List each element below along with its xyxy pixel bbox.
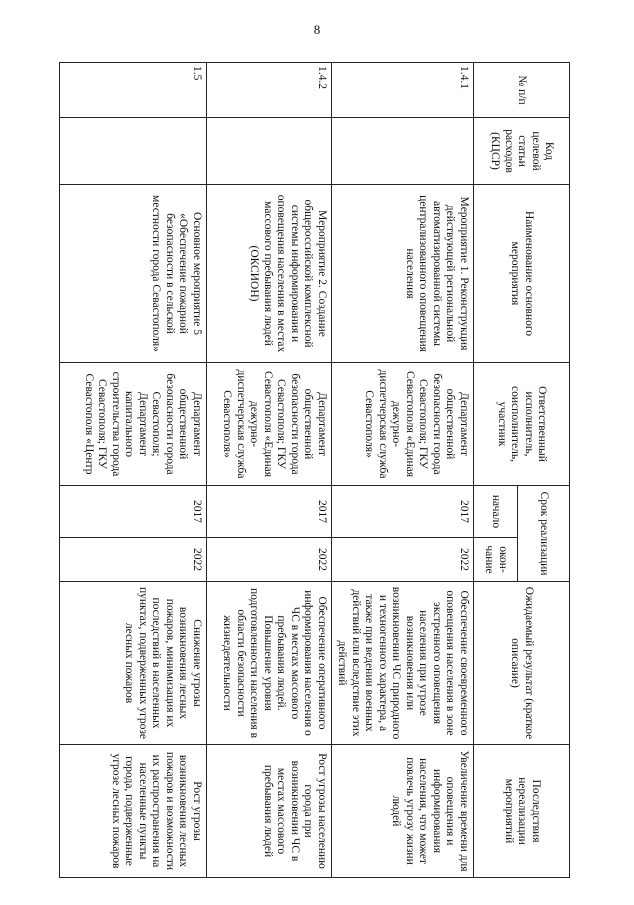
row-num: 1.4.2: [207, 63, 332, 118]
header-result: Ожидаемый результат (краткое описание): [474, 582, 570, 745]
header-code: Код целевой статьи расходов (КЦСР): [474, 118, 570, 185]
row-name: Мероприятие 1. Реконструкция действующей региональной автоматизированной системы централизованного оповещения населения: [332, 185, 474, 363]
page-number: 8: [313, 22, 321, 37]
header-period: Срок реализации: [518, 486, 570, 582]
row-start: 2017: [332, 486, 474, 538]
row-consequences: Увеличение времени для оповещения и информирования населения, что может повлечь угрозу жизни людей: [332, 745, 474, 878]
header-executor: Ответственный исполнитель, соисполнитель, участник: [474, 363, 570, 486]
header-start: начало: [474, 486, 518, 538]
header-row-1: [518, 63, 570, 878]
table-row: [60, 63, 207, 878]
row-executor: Департамент общественной безопасности города Севастополя; ГКУ Севастополя «Единая дежурно-диспетчерская служба Севастополя»: [207, 363, 332, 486]
row-consequences: Рост угрозы населению города при возникновении ЧС в местах массового пребывания людей: [207, 745, 332, 878]
row-start: 2017: [207, 486, 332, 538]
measures-table: [59, 62, 570, 878]
table-row: [207, 63, 332, 878]
row-result: Обеспечение своевременного оповещения населения в зоне экстренного оповещения населения при угрозе возникновения или возникновении ЧС природного и техногенного характера, а также при ведении военных действий или вследствие этих действий: [332, 582, 474, 745]
rotated-table-wrapper: [65, 62, 570, 877]
header-end: окон-чание: [474, 538, 518, 582]
row-name: Мероприятие 2. Создание общероссийской комплексной системы информирования и оповещения населения в местах массового пребывания людей (ОКСИОН): [207, 185, 332, 363]
header-num: № п/п: [474, 63, 570, 118]
row-end: 2022: [332, 538, 474, 582]
row-end: 2022: [60, 538, 207, 582]
row-consequences: Рост угрозы возникновения лесных пожаров и возможности их распространения на населенные пункты города, подверженные угрозе лесных пожаров: [60, 745, 207, 878]
header-consequences: Последствия нереализации мероприятий: [474, 745, 570, 878]
row-num: 1.5: [60, 63, 207, 118]
row-executor: Департамент общественной безопасности города Севастополя; Департамент капитального строительства города Севастополя; ГКУ Севастополя «Центр: [60, 363, 207, 486]
table-row: [332, 63, 474, 878]
row-start: 2017: [60, 486, 207, 538]
row-num: 1.4.1: [332, 63, 474, 118]
row-executor: Департамент общественной безопасности города Севастополя; ГКУ Севастополя «Единая дежурно-диспетчерская служба Севастополя»: [332, 363, 474, 486]
row-code: [332, 118, 474, 185]
row-result: Снижение угрозы возникновения лесных пожаров, минимизация их последствий в населенных пунктах, подверженных угрозе лесных пожаров: [60, 582, 207, 745]
row-name: Основное мероприятие 5 «Обеспечение пожарной безопасности в сельской местности города Севастополя»: [60, 185, 207, 363]
row-result: Обеспечение оперативного информирования населения о ЧС в местах массового пребывания людей. Повышение уровня подготовленности населения в области безопасности жизнедеятельности: [207, 582, 332, 745]
row-code: [207, 118, 332, 185]
header-name: Наименование основного мероприятия: [474, 185, 570, 363]
row-end: 2022: [207, 538, 332, 582]
row-code: [60, 118, 207, 185]
